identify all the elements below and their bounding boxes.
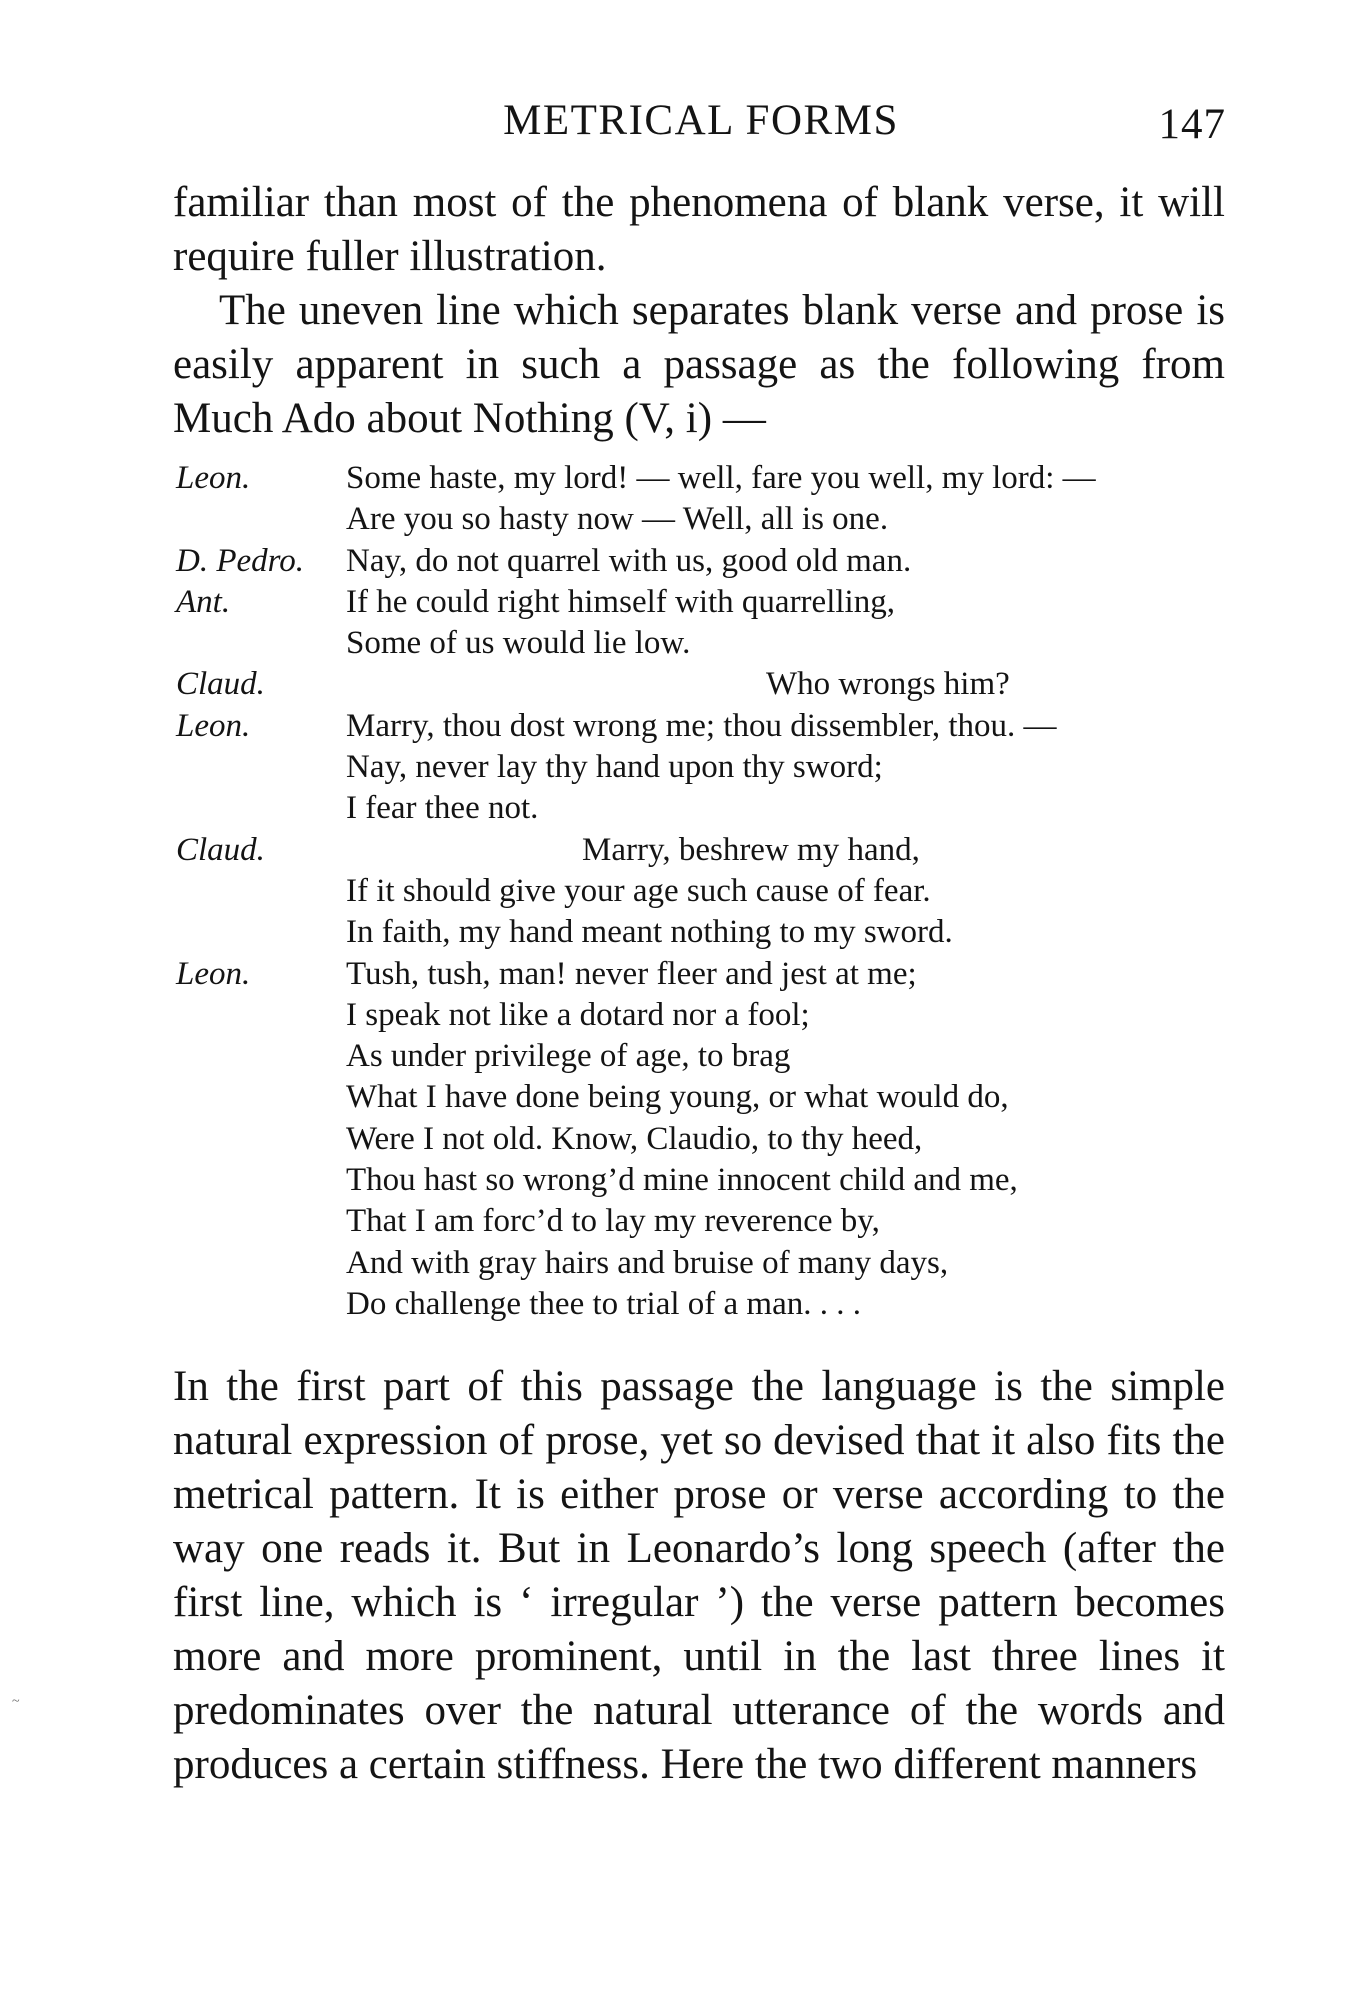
- speaker-label: [176, 1284, 346, 1325]
- running-head: [176, 96, 1226, 156]
- verse-line-text: If he could right himself with quarrelling,: [346, 583, 895, 620]
- speaker-label: D. Pedro.: [176, 542, 305, 579]
- verse-line-text: Are you so hasty now — Well, all is one.: [346, 501, 889, 538]
- verse-line-text: Thou hast so wrong’d mine innocent child and me,: [346, 1162, 1018, 1199]
- verse-line: [176, 1284, 1236, 1325]
- running-title: METRICAL FORMS: [503, 97, 899, 144]
- speaker-label: [176, 871, 346, 912]
- verse-line: [176, 954, 1236, 995]
- verse-line-text: Some haste, my lord! — well, fare you well, my lord: —: [346, 460, 1096, 496]
- paragraph-continuation: familiar than most of the phenomena of blank verse, it will require fuller illustration.: [173, 179, 1225, 280]
- verse-line: [176, 499, 1236, 540]
- verse-line: [176, 1119, 1236, 1160]
- verse-line-text: Who wrongs him?: [766, 666, 1010, 703]
- verse-line: [176, 664, 1236, 705]
- speaker-label: [176, 1077, 346, 1118]
- verse-line: [176, 1243, 1236, 1284]
- speaker-label: [176, 1036, 346, 1077]
- speaker-label: [176, 1201, 346, 1242]
- verse-line-text: Nay, do not quarrel with us, good old man.: [346, 542, 912, 579]
- verse-line: [176, 1160, 1236, 1201]
- speaker-label: [176, 912, 346, 953]
- verse-line-text: Do challenge thee to trial of a man. . . .: [346, 1285, 861, 1322]
- verse-line-text: If it should give your age such cause of fear.: [346, 872, 931, 909]
- verse-line-text: Marry, beshrew my hand,: [582, 831, 920, 868]
- verse-line-text: I fear thee not.: [346, 790, 539, 827]
- paragraph-intro: The uneven line which separates blank verse and prose is easily apparent in such a passage as the following from Much Ado about Nothing (V, i) —: [173, 287, 1225, 442]
- verse-line: [176, 1077, 1236, 1118]
- speaker-label: Leon.: [176, 460, 251, 496]
- speaker-label: Ant.: [176, 583, 231, 620]
- verse-line-text: And with gray hairs and bruise of many days,: [346, 1244, 949, 1281]
- speaker-label: Leon.: [176, 955, 251, 992]
- verse-line-text: Tush, tush, man! never fleer and jest at me;: [346, 955, 917, 992]
- verse-line: [176, 995, 1236, 1036]
- verse-line: [176, 1036, 1236, 1077]
- page-number: 147: [1158, 101, 1226, 148]
- speaker-label: [176, 995, 346, 1036]
- speaker-label: [176, 499, 346, 540]
- speaker-label: Leon.: [176, 707, 251, 744]
- verse-line-text: Some of us would lie low.: [346, 625, 691, 662]
- speaker-label: [176, 1243, 346, 1284]
- verse-line: [176, 747, 1236, 788]
- verse-quotation: [176, 458, 1236, 1325]
- verse-line-text: In faith, my hand meant nothing to my sword.: [346, 914, 953, 951]
- margin-mark: ~: [12, 1694, 20, 1709]
- speaker-label: [176, 747, 346, 788]
- verse-line-text: Marry, thou dost wrong me; thou dissembler, thou. —: [346, 707, 1057, 744]
- verse-line: [176, 912, 1236, 953]
- verse-line-text: Were I not old. Know, Claudio, to thy heed,: [346, 1120, 923, 1157]
- verse-line: [176, 623, 1236, 664]
- verse-line: [176, 458, 1236, 499]
- speaker-label: [176, 1160, 346, 1201]
- speaker-label: Claud.: [176, 666, 265, 703]
- verse-line: [176, 541, 1236, 582]
- verse-line: [176, 582, 1236, 623]
- speaker-label: [176, 788, 346, 829]
- verse-line: [176, 830, 1236, 871]
- verse-line-text: That I am forc’d to lay my reverence by,: [346, 1203, 880, 1240]
- verse-line-text: I speak not like a dotard nor a fool;: [346, 996, 810, 1033]
- verse-line: [176, 706, 1236, 747]
- speaker-label: [176, 623, 346, 664]
- verse-line-text: As under privilege of age, to brag: [346, 1038, 791, 1075]
- verse-line: [176, 871, 1236, 912]
- speaker-label: [176, 1119, 346, 1160]
- verse-line: [176, 1201, 1236, 1242]
- paragraph-commentary: In the first part of this passage the language is the simple natural expression of prose, yet so devised that it also fits the metrical pattern. It is either prose or verse according to the way one reads it. But in Leonardo’s long speech (after the first line, which is ‘ irregular ’) the verse pattern becomes more and more prominent, until in the last three lines it predominates over the natural utterance of the words and produces a certain stiffness. Here the two different manners: [173, 1363, 1225, 1788]
- verse-line: [176, 788, 1236, 829]
- verse-line-text: What I have done being young, or what would do,: [346, 1079, 1009, 1116]
- verse-line-text: Nay, never lay thy hand upon thy sword;: [346, 749, 883, 786]
- speaker-label: Claud.: [176, 831, 265, 868]
